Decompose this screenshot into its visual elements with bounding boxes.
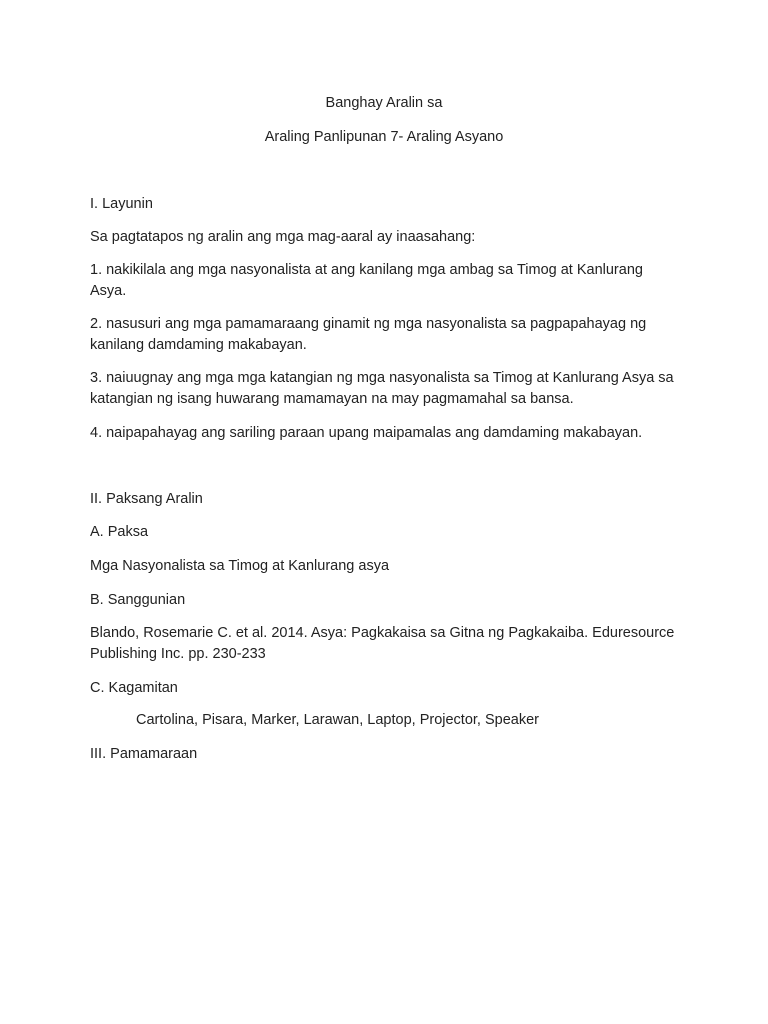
objective-3: 3. naiuugnay ang mga mga katangian ng mga nasyonalista sa Timog at Kanlurang Asya sa katangian ng isang huwarang mamamayan na may pagmamahal sa bansa. — [90, 370, 674, 407]
objective-4: 4. naipapahayag ang sariling paraan upang maipamalas ang damdaming makabayan. — [90, 425, 643, 441]
objective-2: 2. nasusuri ang mga pamamaraang ginamit ng mga nasyonalista sa pagpapahayag ng kanilang damdaming makabayan. — [90, 316, 647, 353]
section-heading-pamamaraan: III. Pamamaraan — [90, 746, 198, 762]
sanggunian-label: B. Sanggunian — [90, 592, 186, 608]
objective-1: 1. nakikilala ang mga nasyonalista at ang kanilang mga ambag sa Timog at Kanlurang Asya. — [90, 262, 643, 299]
document-subtitle: Araling Panlipunan 7- Araling Asyano — [264, 129, 504, 145]
kagamitan-label: C. Kagamitan — [90, 680, 178, 696]
section-heading-layunin: I. Layunin — [90, 196, 153, 212]
document-title: Banghay Aralin sa — [325, 95, 443, 111]
paksa-text: Mga Nasyonalista sa Timog at Kanlurang asya — [90, 558, 390, 574]
objectives-intro: Sa pagtatapos ng aralin ang mga mag-aaral ay inaasahang: — [90, 229, 476, 245]
section-heading-paksang-aralin: II. Paksang Aralin — [90, 491, 203, 507]
paksa-label: A. Paksa — [90, 524, 149, 540]
kagamitan-text: Cartolina, Pisara, Marker, Larawan, Laptop, Projector, Speaker — [136, 712, 539, 728]
sanggunian-text: Blando, Rosemarie C. et al. 2014. Asya: Pagkakaisa sa Gitna ng Pagkakaiba. Eduresource Publishing Inc. pp. 230-233 — [90, 625, 675, 662]
